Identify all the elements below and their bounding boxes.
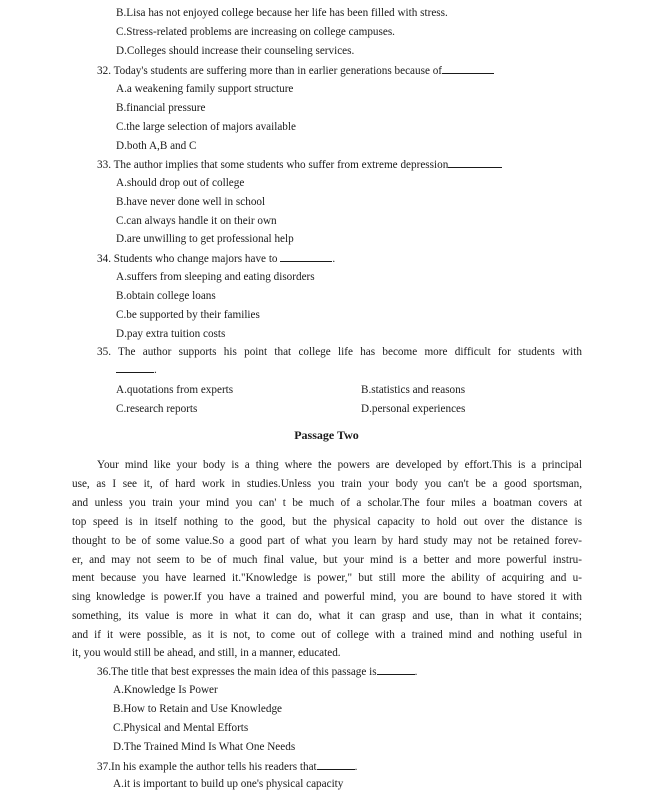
answer-blank	[377, 664, 415, 675]
passage-line: and if it were possible, as it is not, to come out of college with a trained mind and nothing useful in	[72, 629, 582, 641]
q35-stem: 35. The author supports his point that college life has become more difficult for students with	[97, 346, 582, 358]
answer-blank	[448, 157, 502, 168]
q35-blank-line	[116, 362, 157, 377]
blank-dot: .	[154, 364, 157, 376]
blank-dot: .	[354, 761, 358, 773]
passage-line: Your mind like your body is a thing where the powers are developed by effort.This is a principal	[97, 459, 582, 471]
q33-stem-text: 33. The author implies that some students who suffer from extreme depression	[97, 159, 449, 171]
q31-option-c: C.Stress-related problems are increasing on college campuses.	[116, 26, 395, 38]
q32-option-d: D.both A,B and C	[116, 140, 197, 152]
passage-line: er, and may not seem to be of much final value, but your mind is a better and more powerful instru-	[72, 554, 582, 566]
q32-stem-text: 32. Today's students are suffering more than in earlier generations because of	[97, 65, 443, 77]
passage-line: ment because you have learned it."Knowledge is power," but still more the ability of acquiring and u-	[72, 572, 582, 584]
q37-option-a: A.it is important to build up one's physical capacity	[113, 778, 344, 790]
q36-option-b: B.How to Retain and Use Knowledge	[113, 703, 283, 715]
passage-line: thought to be of some value.So a good part of what you learn by hard study may not be retained forev-	[72, 535, 582, 547]
q37-stem	[97, 759, 357, 774]
q33-stem	[97, 157, 502, 172]
q33-option-b: B.have never done well in school	[116, 196, 266, 208]
q36-stem	[97, 664, 417, 679]
blank-dot: .	[332, 253, 336, 265]
q36-option-d: D.The Trained Mind Is What One Needs	[113, 741, 296, 753]
blank-dot: .	[414, 666, 418, 678]
answer-blank	[280, 251, 332, 262]
passage-line: top speed is in itself nothing to the good, but the physical capacity to hold out over the distance is	[72, 516, 582, 528]
q32-stem	[97, 63, 494, 78]
q35-option-c: C.research reports	[116, 403, 198, 415]
answer-blank	[116, 362, 154, 373]
q35-option-b: B.statistics and reasons	[361, 384, 466, 396]
passage-line: use, as I see it, of hard work in studies.Unless you train your body you can't be a good sportsman,	[72, 478, 582, 490]
answer-blank	[317, 759, 355, 770]
q33-option-a: A.should drop out of college	[116, 177, 245, 189]
q31-option-d: D.Colleges should increase their counseling services.	[116, 45, 355, 57]
q34-option-a: A.suffers from sleeping and eating disorders	[116, 271, 315, 283]
q35-option-d: D.personal experiences	[361, 403, 466, 415]
passage-line: and unless you train your mind you can' t be much of a scholar.The four miles a boatman covers at	[72, 497, 582, 509]
q34-stem-text: 34. Students who change majors have to	[97, 253, 278, 265]
passage-title: Passage Two	[294, 428, 359, 442]
q33-option-d: D.are unwilling to get professional help	[116, 233, 294, 245]
passage-line: something, its value is more in what it can do, what it can grasp and use, than in what it contains;	[72, 610, 582, 622]
q36-stem-text: 36.The title that best expresses the main idea of this passage is	[97, 666, 377, 678]
q35-option-a: A.quotations from experts	[116, 384, 234, 396]
q33-option-c: C.can always handle it on their own	[116, 215, 277, 227]
passage-line: it, you would still be ahead, and still, in a manner, educated.	[72, 647, 341, 659]
q31-option-b: B.Lisa has not enjoyed college because her life has been filled with stress.	[116, 7, 448, 19]
q32-option-a: A.a weakening family support structure	[116, 83, 294, 95]
q37-stem-text: 37.In his example the author tells his readers that	[97, 761, 317, 773]
q32-option-b: B.financial pressure	[116, 102, 206, 114]
q34-stem	[97, 251, 335, 266]
q34-option-d: D.pay extra tuition costs	[116, 328, 226, 340]
q36-option-c: C.Physical and Mental Efforts	[113, 722, 249, 734]
q34-option-b: B.obtain college loans	[116, 290, 216, 302]
q34-option-c: C.be supported by their families	[116, 309, 260, 321]
q32-option-c: C.the large selection of majors available	[116, 121, 296, 133]
passage-line: sing knowledge is power.If you have a trained and powerful mind, you are bound to have stored it with	[72, 591, 582, 603]
answer-blank	[442, 63, 494, 74]
q36-option-a: A.Knowledge Is Power	[113, 684, 218, 696]
